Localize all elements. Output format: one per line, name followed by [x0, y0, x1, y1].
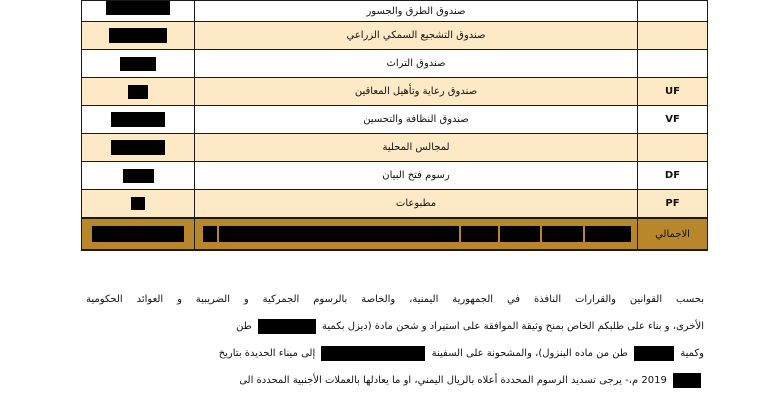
fee-code: UF [638, 78, 708, 106]
redaction-block [131, 197, 145, 210]
amount-cell [82, 22, 195, 50]
fee-code [638, 134, 708, 162]
paragraph-text: طن [236, 321, 252, 332]
amount-cell [82, 106, 195, 134]
total-redactions [203, 226, 631, 242]
paragraph-text: وكمية [680, 348, 704, 359]
table-row [82, 50, 708, 78]
amount-cell [82, 162, 195, 190]
fee-name: صندوق التشجيع السمكي الزراعي [195, 22, 638, 50]
fee-name: صندوق التراث [195, 50, 638, 78]
amount-cell [82, 50, 195, 78]
body-paragraph [86, 291, 704, 399]
redaction-block [111, 140, 165, 155]
redaction-block [321, 346, 425, 361]
paragraph-text: الأخرى، و بناء على طلبكم الخاص بمنح وثيقة الموافقة على استيراد و شحن مادة (ديزل بكمية [322, 321, 704, 332]
redaction-block [673, 373, 701, 388]
fee-code: PF [638, 190, 708, 219]
fees-table [81, 0, 708, 251]
fee-name: صندوق الطرق والجسور [195, 1, 638, 22]
table-row [82, 22, 708, 50]
paragraph-text: إلى ميناء الحديدة بتاريخ [218, 348, 316, 359]
paragraph-text: طن من ماده البنزول)، والمشحونة على السفينة [431, 348, 628, 359]
table-row [82, 190, 708, 219]
redaction-block [219, 226, 459, 242]
amount-cell [82, 134, 195, 162]
redaction-block [500, 226, 540, 242]
redaction-block [120, 57, 156, 71]
redaction-block [109, 28, 167, 43]
redaction-block [203, 226, 217, 242]
table-row [82, 106, 708, 134]
redaction-block [585, 226, 631, 242]
amount-cell [82, 78, 195, 106]
fee-name: صندوق النظافة والتحسين [195, 106, 638, 134]
redaction-block [111, 112, 165, 127]
total-breakdown-cell [195, 218, 638, 250]
redaction-block [123, 169, 154, 183]
fee-name: رسوم فتح البيان [195, 162, 638, 190]
table-row [82, 1, 708, 22]
redaction-block [542, 226, 584, 242]
total-label: الاجمالي [638, 218, 708, 250]
table-row [82, 162, 708, 190]
paragraph-line [86, 372, 704, 399]
fee-code: DF [638, 162, 708, 190]
redaction-block [461, 226, 499, 242]
fee-name: صندوق رعاية وتأهيل المعاقين [195, 78, 638, 106]
paragraph-text: م،- يرجى تسديد الرسوم المحددة أعلاه بالريال اليمني، او ما يعادلها بالعملات الأجنبية المحددة الى [239, 375, 639, 386]
table-row [82, 78, 708, 106]
paragraph-text: 2019 [641, 375, 667, 386]
amount-cell [82, 190, 195, 219]
redaction-block [258, 319, 316, 334]
fee-code [638, 22, 708, 50]
total-amount-cell [82, 218, 195, 250]
paragraph-text: بحسب القوانين والقرارات النافذة في الجمهورية اليمنية، والخاصة بالرسوم الجمركية و الضريبية و العوائد الحكومية [86, 294, 704, 305]
fee-name: مطبوعات [195, 190, 638, 219]
fee-name: لمجالس المحلية [195, 134, 638, 162]
amount-cell [82, 1, 195, 22]
redaction-block [128, 85, 148, 99]
paragraph-line [86, 345, 704, 372]
total-row [82, 218, 708, 250]
fee-code [638, 1, 708, 22]
fee-code [638, 50, 708, 78]
paragraph-line [86, 291, 704, 318]
paragraph-line [86, 318, 704, 345]
redaction-block [634, 346, 674, 361]
fee-code: VF [638, 106, 708, 134]
redaction-block [106, 1, 170, 16]
table-row [82, 134, 708, 162]
redaction-block [92, 226, 184, 242]
